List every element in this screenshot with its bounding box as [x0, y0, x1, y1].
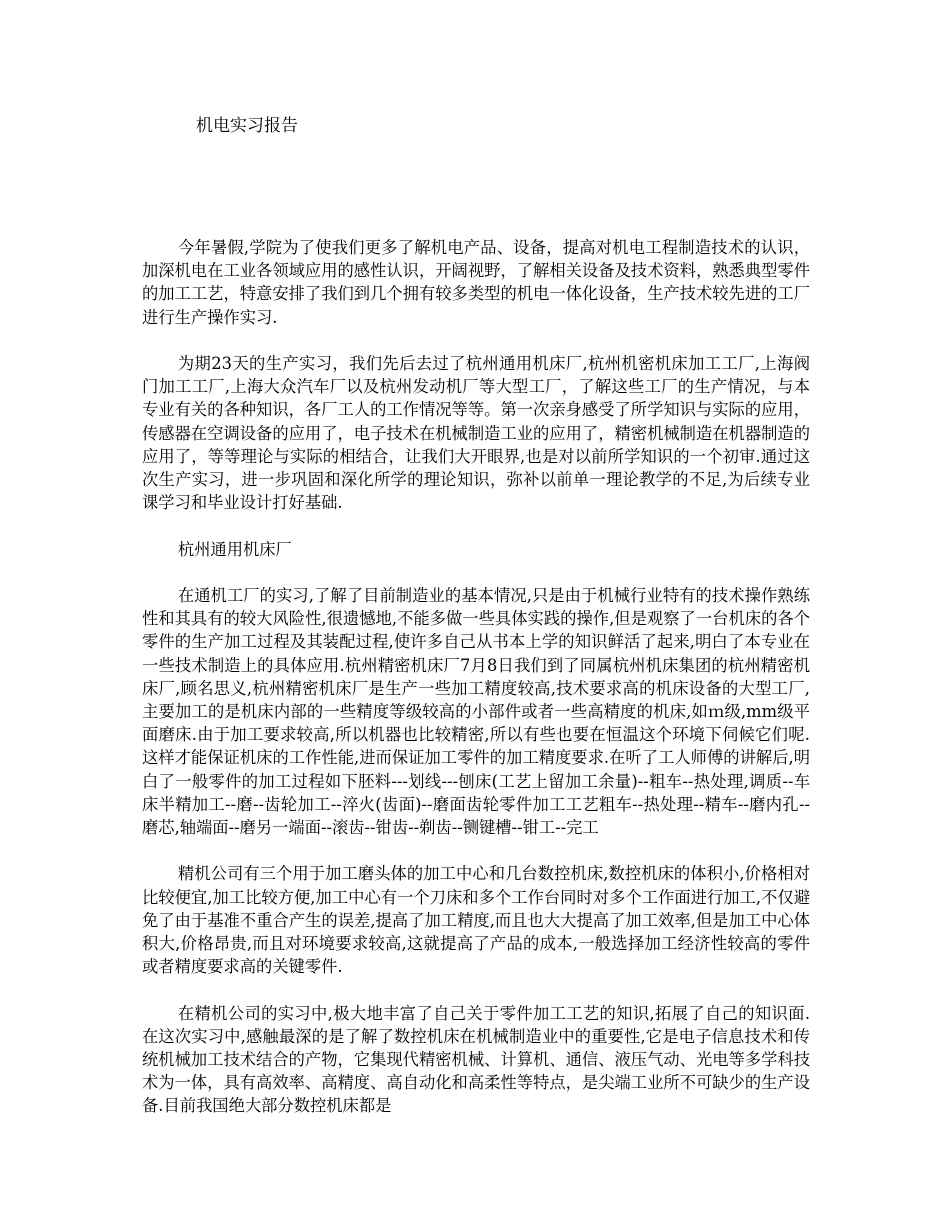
- document-body: [142, 236, 810, 1141]
- paragraph-cnc-importance: 在精机公司的实习中,极大地丰富了自己关于零件加工工艺的知识,拓展了自己的知识面.在这次实习中,感触最深的是了解了数控机床在机械制造业中的重要性,它是电子信息技术和传统机械加工技术结合的产物，它集现代精密机械、计算机、通信、液压气动、光电等多学科技术为一体，具有高效率、高精度、高自动化和高柔性等特点，是尖端工业所不可缺少的生产设备.目前我国绝大部分数控机床都是: [142, 1003, 810, 1116]
- document-title: 机电实习报告: [196, 116, 298, 136]
- paragraph-intro: 今年暑假,学院为了使我们更多了解机电产品、设备，提高对机电工程制造技术的认识，加深机电在工业各领域应用的感性认识，开阔视野，了解相关设备及技术资料，熟悉典型零件的加工工艺，特意安排了我们到几个拥有较多类型的机电一体化设备，生产技术较先进的工厂进行生产操作实习.: [142, 238, 810, 327]
- paragraph-overview: 为期23天的生产实习，我们先后去过了杭州通用机床厂,杭州机密机床加工工厂,上海阀门加工工厂,上海大众汽车厂以及杭州发动机厂等大型工厂，了解这些工厂的生产情况，与本专业有关的各种知识，各厂工人的工作情况等等。第一次亲身感受了所学知识与实际的应用，传感器在空调设备的应用了，电子技术在机械制造工业的应用了，精密机械制造在机器制造的应用了，等等理论与实际的相结合，让我们大开眼界,也是对以前所学知识的一个初审.通过这次生产实习，进一步巩固和深化所学的理论知识，弥补以前单一理论教学的不足,为后续专业课学习和毕业设计打好基础.: [142, 354, 810, 513]
- paragraph-machining-center: 精机公司有三个用于加工磨头体的加工中心和几台数控机床,数控机床的体积小,价格相对比较便宜,加工比较方便,加工中心有一个刀床和多个工作台同时对多个工作面进行加工,不仅避免了由于基准不重合产生的误差,提高了加工精度,而且也大大提高了加工效率,但是加工中心体积大,价格昂贵,而且对环境要求较高,这就提高了产品的成本,一般选择加工经济性较高的零件或者精度要求高的关键零件.: [142, 864, 810, 977]
- paragraph-general-machine-tool: 在通机工厂的实习,了解了目前制造业的基本情况,只是由于机械行业特有的技术操作熟练性和其具有的较大风险性,很遗憾地,不能多做一些具体实践的操作,但是观察了一台机床的各个零件的生产加工过程及其装配过程,使许多自己从书本上学的知识鲜活了起来,明白了本专业在一些技术制造上的具体应用.杭州精密机床厂7月8日我们到了同属杭州机床集团的杭州精密机床厂,顾名思义,杭州精密机床厂是生产一些加工精度较高,技术要求高的机床设备的大型工厂,主要加工的是机床内部的一些精度等级较高的小部件或者一些高精度的机床,如ｍ级,mm级平面磨床.由于加工要求较高,所以机器也比较精密,所以有些也要在恒温这个环境下伺候它们呢.这样才能保证机床的工作性能,进而保证加工零件的加工精度要求.在听了工人师傅的讲解后,明白了一般零件的加工过程如下胚料---划线---刨床(工艺上留加工余量)--粗车--热处理,调质--车床半精加工--磨--齿轮加工--淬火(齿面)--磨面齿轮零件加工工艺粗车--热处理--精车--磨内孔--磨芯,轴端面--磨另一端面--滚齿--钳齿--剃齿--铡键槽--钳工--完工: [142, 586, 810, 838]
- section-heading: 杭州通用机床厂: [177, 539, 292, 559]
